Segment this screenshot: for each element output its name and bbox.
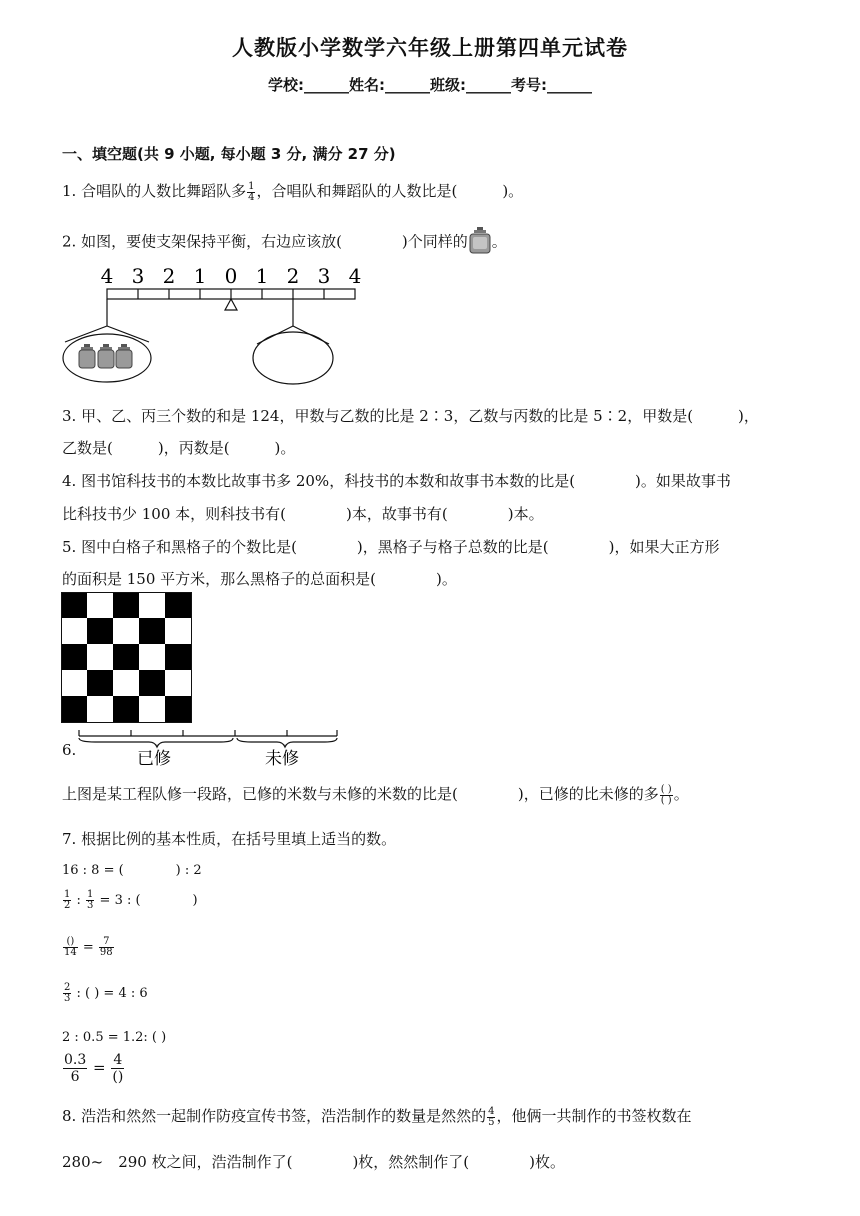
black-cell [165,696,191,722]
fraction-one-quarter: $\frac{1}{4}$ [248,180,255,203]
question-8-line-1: 8. 浩浩和然然一起制作防疫宣传书签，浩浩制作的数量是然然的 $\frac{4}{5}$ ，他俩一共制作的书签枚数在 [62,1105,692,1128]
white-cell [139,696,165,722]
white-cell [165,670,191,696]
question-6-text: 上图是某工程队修一段路，已修的米数与未修的米数的比是( )，已修的比未修的多 [62,785,659,803]
right-pan [253,332,333,384]
proportion-5: 2 : 0.5 = 1.2: ( ) [62,1030,167,1045]
white-cell [139,592,165,618]
question-5-line-1: 5. 图中白格子和黑格子的个数比是( )，黑格子与格子总数的比是( )，如果大正方形 [62,538,720,556]
white-cell [165,618,191,644]
checkerboard-figure [61,592,192,723]
question-1 [62,181,523,203]
question-7-text: 7. 根据比例的基本性质，在括号里填上适当的数。 [62,830,397,848]
black-cell [113,644,139,670]
white-cell [113,618,139,644]
scale-label: 4 [100,264,114,288]
scale-label: 3 [317,264,331,288]
scale-label: 1 [193,264,207,288]
fraction-four-fifths: $\frac{4}{5}$ [488,1105,495,1128]
scale-label: 1 [255,264,269,288]
left-weights [79,344,132,368]
question-6-number: 6. [62,741,77,759]
black-cell [139,618,165,644]
question-1-tail: ，合唱队和舞蹈队的人数比是( )。 [256,182,524,200]
label-todo: 未修 [265,749,299,769]
question-2-text: 2. 如图，要使支架保持平衡，右边应该放( )个同样的 [62,232,468,251]
white-cell [61,618,87,644]
fulcrum [225,299,237,310]
proportion-2: $\frac{1}{2}$ : $\frac{1}{3}$ = 3 : ( ) [64,889,198,911]
black-cell [113,592,139,618]
balance-scale-figure [60,262,380,390]
road-segment-figure [75,726,345,772]
scale-label: 3 [131,264,145,288]
black-cell [139,670,165,696]
black-cell [113,696,139,722]
weight-icon [468,226,492,259]
section-heading-fill-in: 一、填空题(共 9 小题, 每小题 3 分, 满分 27 分) [62,145,396,163]
black-cell [165,592,191,618]
question-2: 2. 如图，要使支架保持平衡，右边应该放( )个同样的 。 [62,226,507,259]
question-4-line-2: 比科技书少 100 本，则科技书有( )本，故事书有( )本。 [62,505,544,523]
question-6: 上图是某工程队修一段路，已修的米数与未修的米数的比是( )，已修的比未修的多 $\frac{( )}{( )}$ 。 [62,783,689,806]
white-cell [113,670,139,696]
page-title: 人教版小学数学六年级上册第四单元试卷 [232,36,628,60]
blank-fraction: $\frac{( )}{( )}$ [660,783,672,806]
question-8-line-2: 280~ 290 枚之间，浩浩制作了( )枚，然然制作了( )枚。 [62,1153,566,1171]
black-cell [87,670,113,696]
white-cell [87,592,113,618]
scale-label: 2 [286,264,300,288]
question-5-line-2: 的面积是 150 平方米，那么黑格子的总面积是( )。 [62,570,457,588]
black-cell [165,644,191,670]
white-cell [61,670,87,696]
scale-label: 0 [224,264,238,288]
white-cell [87,696,113,722]
white-cell [139,644,165,670]
question-1-text: 1. 合唱队的人数比舞蹈队多 [62,182,247,200]
proportion-6: $\frac{0.3}{6}$ = $\frac{4}{()}$ [64,1052,124,1085]
question-3-line-2: 乙数是( )，丙数是( )。 [62,439,296,457]
question-3-line-1: 3. 甲、乙、丙三个数的和是 124，甲数与乙数的比是 2∶3，乙数与丙数的比是 5∶2，甲数是( )， [62,407,759,425]
scale-label: 4 [348,264,362,288]
student-info-line: 学校:______姓名:______班级:______考号:______ [268,76,592,94]
label-done: 已修 [137,749,171,769]
proportion-3: $\frac{()}{14}$ = $\frac{7}{98}$ [64,936,113,958]
white-cell [87,644,113,670]
black-cell [61,644,87,670]
question-4-line-1: 4. 图书馆科技书的本数比故事书多 20%，科技书的本数和故事书本数的比是( )。如果故事书 [62,472,731,490]
proportion-4: $\frac{2}{3}$ : ( ) = 4 : 6 [64,982,148,1004]
proportion-1: 16 : 8 = ( ) : 2 [62,863,202,878]
black-cell [61,696,87,722]
black-cell [61,592,87,618]
black-cell [87,618,113,644]
scale-label: 2 [162,264,176,288]
